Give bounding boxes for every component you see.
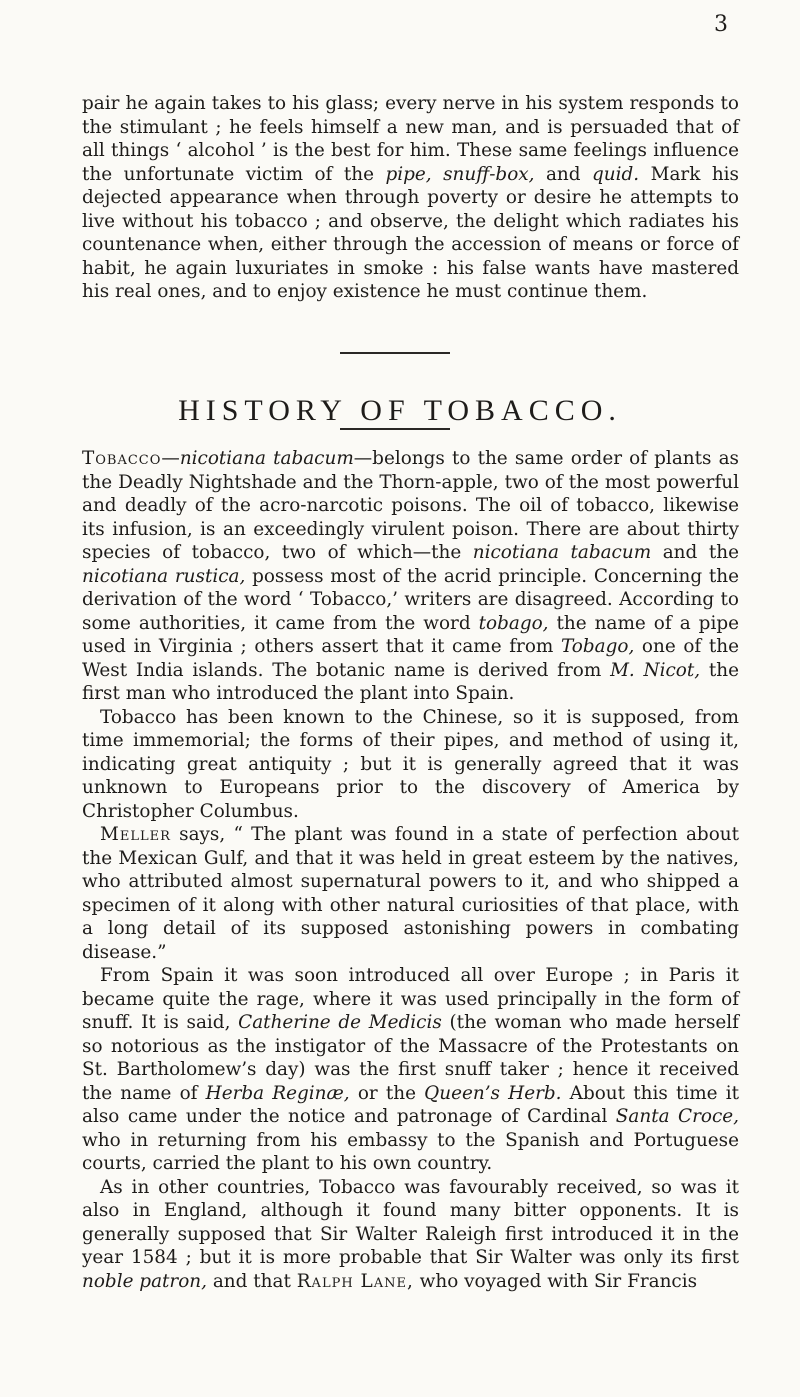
paragraph-tobacco-definition: Tobacco—nicotiana tabacum—belongs to the same order of plants as the Deadly Nightshade and the Thorn-apple, two of the most powerful and deadly of the acro-narcotic poisons. The oil of tobacco, likewise its infusion, is an exceedingly virulent poison. There are about thirty species of tobacco, two of which—the nicotiana tabacum and the nicotiana rustica, possess most of the acrid principle. Concerning the derivation of the word ‘ Tobacco,’ writers are disagreed. According to some authorities, it came from the word tobago, the name of a pipe used in Virginia ; others assert that it came from Tobago, one of the West India islands. The botanic name is derived from M. Nicot, the first man who introduced the plant into Spain.: [82, 448, 740, 704]
intro-paragraph: [82, 92, 739, 304]
intro-italic-quid: quid.: [592, 163, 640, 185]
paragraph-chinese: Tobacco has been known to the Chinese, so it is supposed, from time immemorial; the forms of their pipes, and method of using it, indicating great antiquity ; but it is generally agreed that it was unknown to Europeans prior to the discovery of America by Christopher Columbus.: [82, 706, 739, 822]
paragraph-meller: Meller says, “ The plant was found in a state of perfection about the Mexican Gulf, and that it was held in great esteem by the natives, who attributed almost supernatural powers to it, and who shipped a specimen of it along with other natural curiosities of that place, with a long detail of its supposed astonishing powers in combating disease.”: [82, 824, 739, 963]
meller-smallcaps: Meller: [100, 824, 171, 845]
ralph-lane-smallcaps: Ralph Lane,: [296, 1270, 414, 1292]
intro-text-2: and: [534, 163, 593, 185]
paragraph-england: As in other countries, Tobacco was favourably received, so was it also in England, although it found many bitter opponents. It is generally supposed that Sir Walter Raleigh first introduced it in the year 1584 ; but it is more probable that Sir Walter was only its first noble patron, and that Ralph Lane, who voyaged with Sir Francis: [82, 1176, 739, 1292]
section-heading: HISTORY OF TOBACCO.: [178, 394, 622, 428]
bottom-rule: [340, 428, 450, 430]
intro-text-1: pair he again takes to his glass; every nerve in his system responds to the stimulant ; he feels himself a new man, and is persuaded that of all things ‘ alcohol ’ is the best for him. These same feelings influence the unfortunate victim of the: [82, 93, 739, 185]
tobacco-smallcaps: Tobacco: [82, 448, 162, 469]
intro-italic-pipe: pipe, snuff-box,: [385, 163, 535, 185]
top-rule: [340, 352, 450, 354]
paragraph-europe: From Spain it was soon introduced all over Europe ; in Paris it became quite the rage, where it was used principally in the form of snuff. It is said, Catherine de Medicis (the woman who made herself so notorious as the instigator of the Massacre of the Protestants on St. Bartholomew’s day) was the first snuff taker ; hence it received the name of Herba Reginæ, or the Queen’s Herb. About this time it also came under the notice and patronage of Cardinal Santa Croce, who in returning from his embassy to the Spanish and Portuguese courts, carried the plant to his own country.: [82, 965, 739, 1174]
page-number: 3: [714, 12, 728, 37]
history-body: [82, 447, 739, 1293]
intro-text-3: Mark his dejected appearance when through poverty or desire he attempts to live without his tobacco ; and observe, the delight which radiates his countenance when, either through the accession of means or force of habit, he again luxuriates in smoke : his false wants have mastered his real ones, and to enjoy existence he must continue them.: [82, 163, 739, 302]
